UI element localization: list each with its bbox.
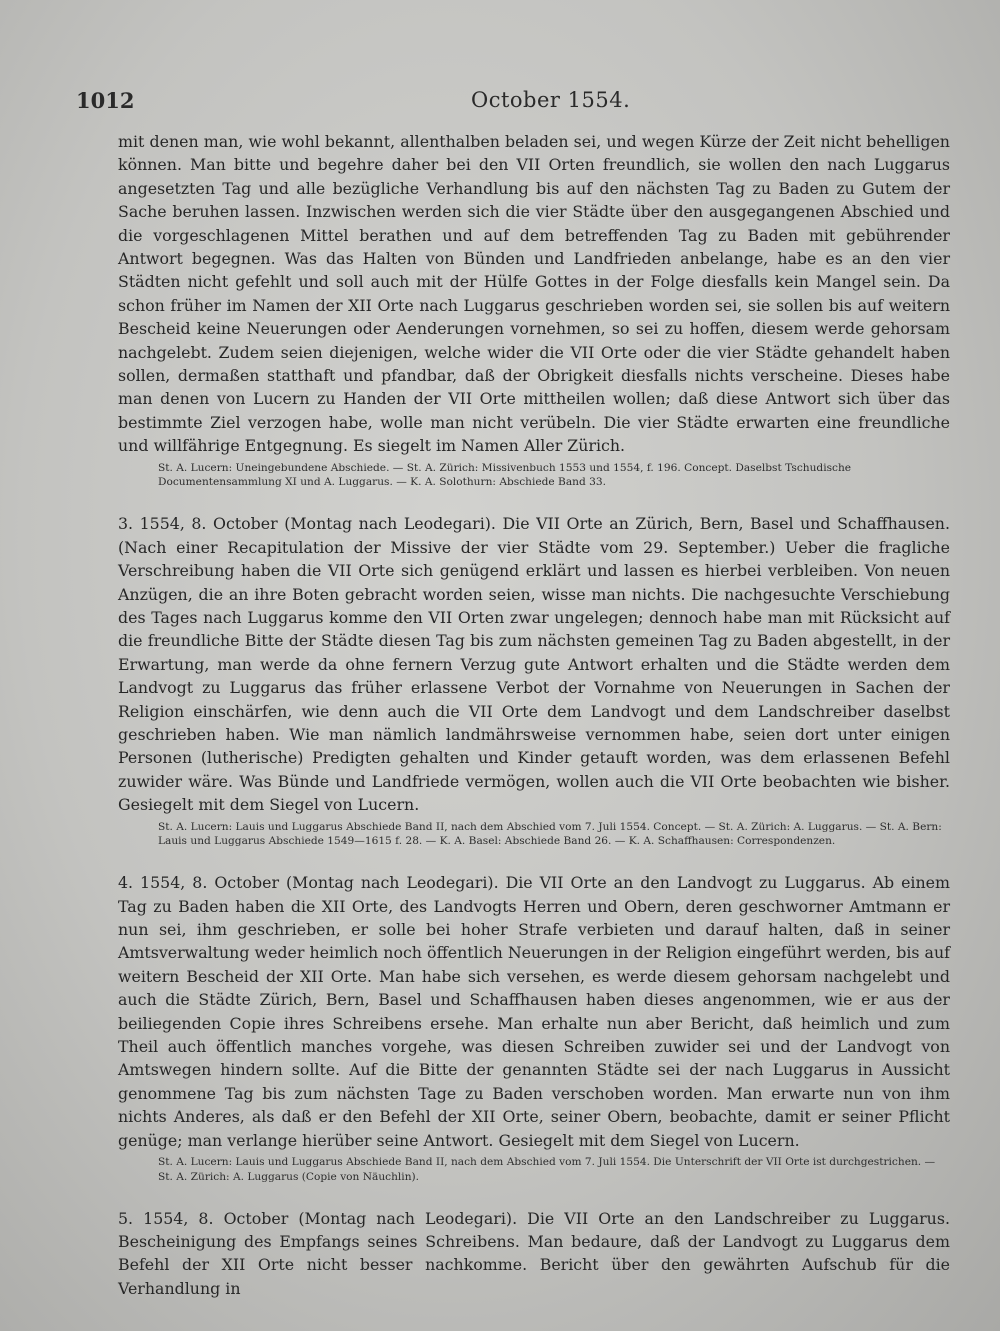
source-note-3: St. A. Lucern: Lauis und Luggarus Abschiede Band II, nach dem Abschied vom 7. Juli 1554. Die Unterschrift der VII Orte ist durchgestrichen. — St. A. Zürich: A. Luggarus (Copie von Näuchlin).	[158, 1156, 936, 1183]
page-number: 1012	[76, 88, 135, 113]
source-note-2: St. A. Lucern: Lauis und Luggarus Abschiede Band II, nach dem Abschied vom 7. Juli 1554. Concept. — St. A. Zürich: A. Luggarus. — St. A. Bern: Lauis und Luggarus Abschiede 1549—1615 f. 28. — K. A. Basel: Abschiede Band 26. — K. A. Schaffhausen: Correspondenzen.	[158, 820, 942, 848]
running-head: October 1554.	[471, 88, 631, 112]
paragraph-continuation: mit denen man, wie wohl bekannt, allenthalben beladen sei, und wegen Kürze der Zeit nicht behelligen können. Man bitte und begehre daher bei den VII Orten freundlich, sie wollen den nach Luggarus angesetzten Tag und alle bezügliche Verhandlung bis auf den nächsten Tag zu Baden zu Gutem der Sache beruhen lassen. Inzwischen werden sich die vier Städte über den ausgegangenen Abschied und die vorgeschlagenen Mittel berathen und auf dem betreffenden Tag zu Baden mit gebührender Antwort begegnen. Was das Halten von Bünden und Landfrieden anbelange, habe es an den vier Städten nicht gefehlt und soll auch mit der Hülfe Gottes in der Folge diesfalls kein Mangel sein. Da schon früher im Namen der XII Orte nach Luggarus geschrieben worden sei, sie sollen bis auf weitern Bescheid keine Neuerungen oder Aenderungen vornehmen, so sei zu hoffen, diesem werde gehorsam nachgelebt. Zudem seien diejenigen, welche wider die VII Orte oder die vier Städte gehandelt haben sollen, dermaßen statthaft und pfandbar, daß der Obrigkeit diesfalls nichts verscheine. Dieses habe man denen von Lucern zu Handen der VII Orte mittheilen wollen; daß diese Antwort sich über das bestimmte Ziel verzogen habe, wolle man nicht verübeln. Die vier Städte erwarten eine freundliche und willfährige Entgegnung. Es siegelt im Namen Aller Zürich.	[118, 132, 950, 456]
page-header	[76, 88, 920, 118]
entry-5: 5. 1554, 8. October (Montag nach Leodegari). Die VII Orte an den Landschreiber zu Luggarus. Bescheinigung des Empfangs seines Schreibens. Man bedaure, daß der Landvogt zu Luggarus dem Befehl der XII Orte nicht besser nachkomme. Bericht über den gewährten Aufschub für die Verhandlung in	[118, 1208, 950, 1298]
page-body	[118, 130, 950, 1300]
entry-3: 3. 1554, 8. October (Montag nach Leodegari). Die VII Orte an Zürich, Bern, Basel und Schaffhausen. (Nach einer Recapitulation der Missive der vier Städte vom 29. September.) Ueber die fragliche Verschreibung haben die VII Orte sich genügend erklärt und lassen es hierbei verbleiben. Von neuen Anzügen, die an ihre Boten gebracht worden seien, wisse man nichts. Die nachgesuchte Verschiebung des Tages nach Luggarus komme den VII Orten zwar ungelegen; dennoch habe man mit Rücksicht auf die freundliche Bitte der Städte diesen Tag bis zum nächsten gemeinen Tag zu Baden abgestellt, in der Erwartung, man werde da ohne fernern Verzug gute Antwort erhalten und die Städte werden dem Landvogt zu Luggarus das früher erlassene Verbot der Vornahme von Neuerungen in Sachen der Religion einschärfen, wie denn auch die VII Orte dem Landvogt und dem Landschreiber daselbst geschrieben haben. Wie man nämlich landmährsweise vernommen habe, seien dort unter einigen Personen (lutherische) Predigten gehalten und Kinder getauft worden, was dem erlassenen Befehl zuwider wäre. Was Bünde und Landfriede vermögen, wollen auch die VII Orte beobachten wie bisher. Gesiegelt mit dem Siegel von Lucern.	[118, 514, 950, 815]
entry-4: 4. 1554, 8. October (Montag nach Leodegari). Die VII Orte an den Landvogt zu Luggarus. Ab einem Tag zu Baden haben die XII Orte, des Landvogts Herren und Obern, deren geschworner Amtmann er nun sei, ihm geschrieben, er solle bei hoher Strafe verbieten und darauf halten, daß in seiner Amtsverwaltung weder heimlich noch öffentlich Neuerungen in der Religion eingeführt werden, bis auf weitern Bescheid der XII Orte. Man habe sich versehen, es werde diesem gehorsam nachgelebt und auch die Städte Zürich, Bern, Basel und Schaffhausen haben dieses angenommen, wie er aus der beiliegenden Copie ihres Schreibens ersehe. Man erhalte nun aber Bericht, daß heimlich und zum Theil auch öffentlich manches vorgehe, was diesen Schreiben zuwider sei und der Landvogt von Amtswegen hindern sollte. Auf die Bitte der genannten Städte sei der nach Luggarus in Aussicht genommene Tag bis zum nächsten Tage zu Baden verschoben worden. Man erwarte nun von ihm nichts Anderes, als daß er den Befehl der XII Orte, seiner Obern, beobachte, damit er seiner Pflicht genüge; man verlange hierüber seine Antwort. Gesiegelt mit dem Siegel von Lucern.	[118, 873, 950, 1150]
source-note-1: St. A. Lucern: Uneingebundene Abschiede. — St. A. Zürich: Missivenbuch 1553 und 1554, f. 196. Concept. Daselbst Tschudische Documentensammlung XI und A. Luggarus. — K. A. Solothurn: Abschiede Band 33.	[158, 461, 852, 489]
